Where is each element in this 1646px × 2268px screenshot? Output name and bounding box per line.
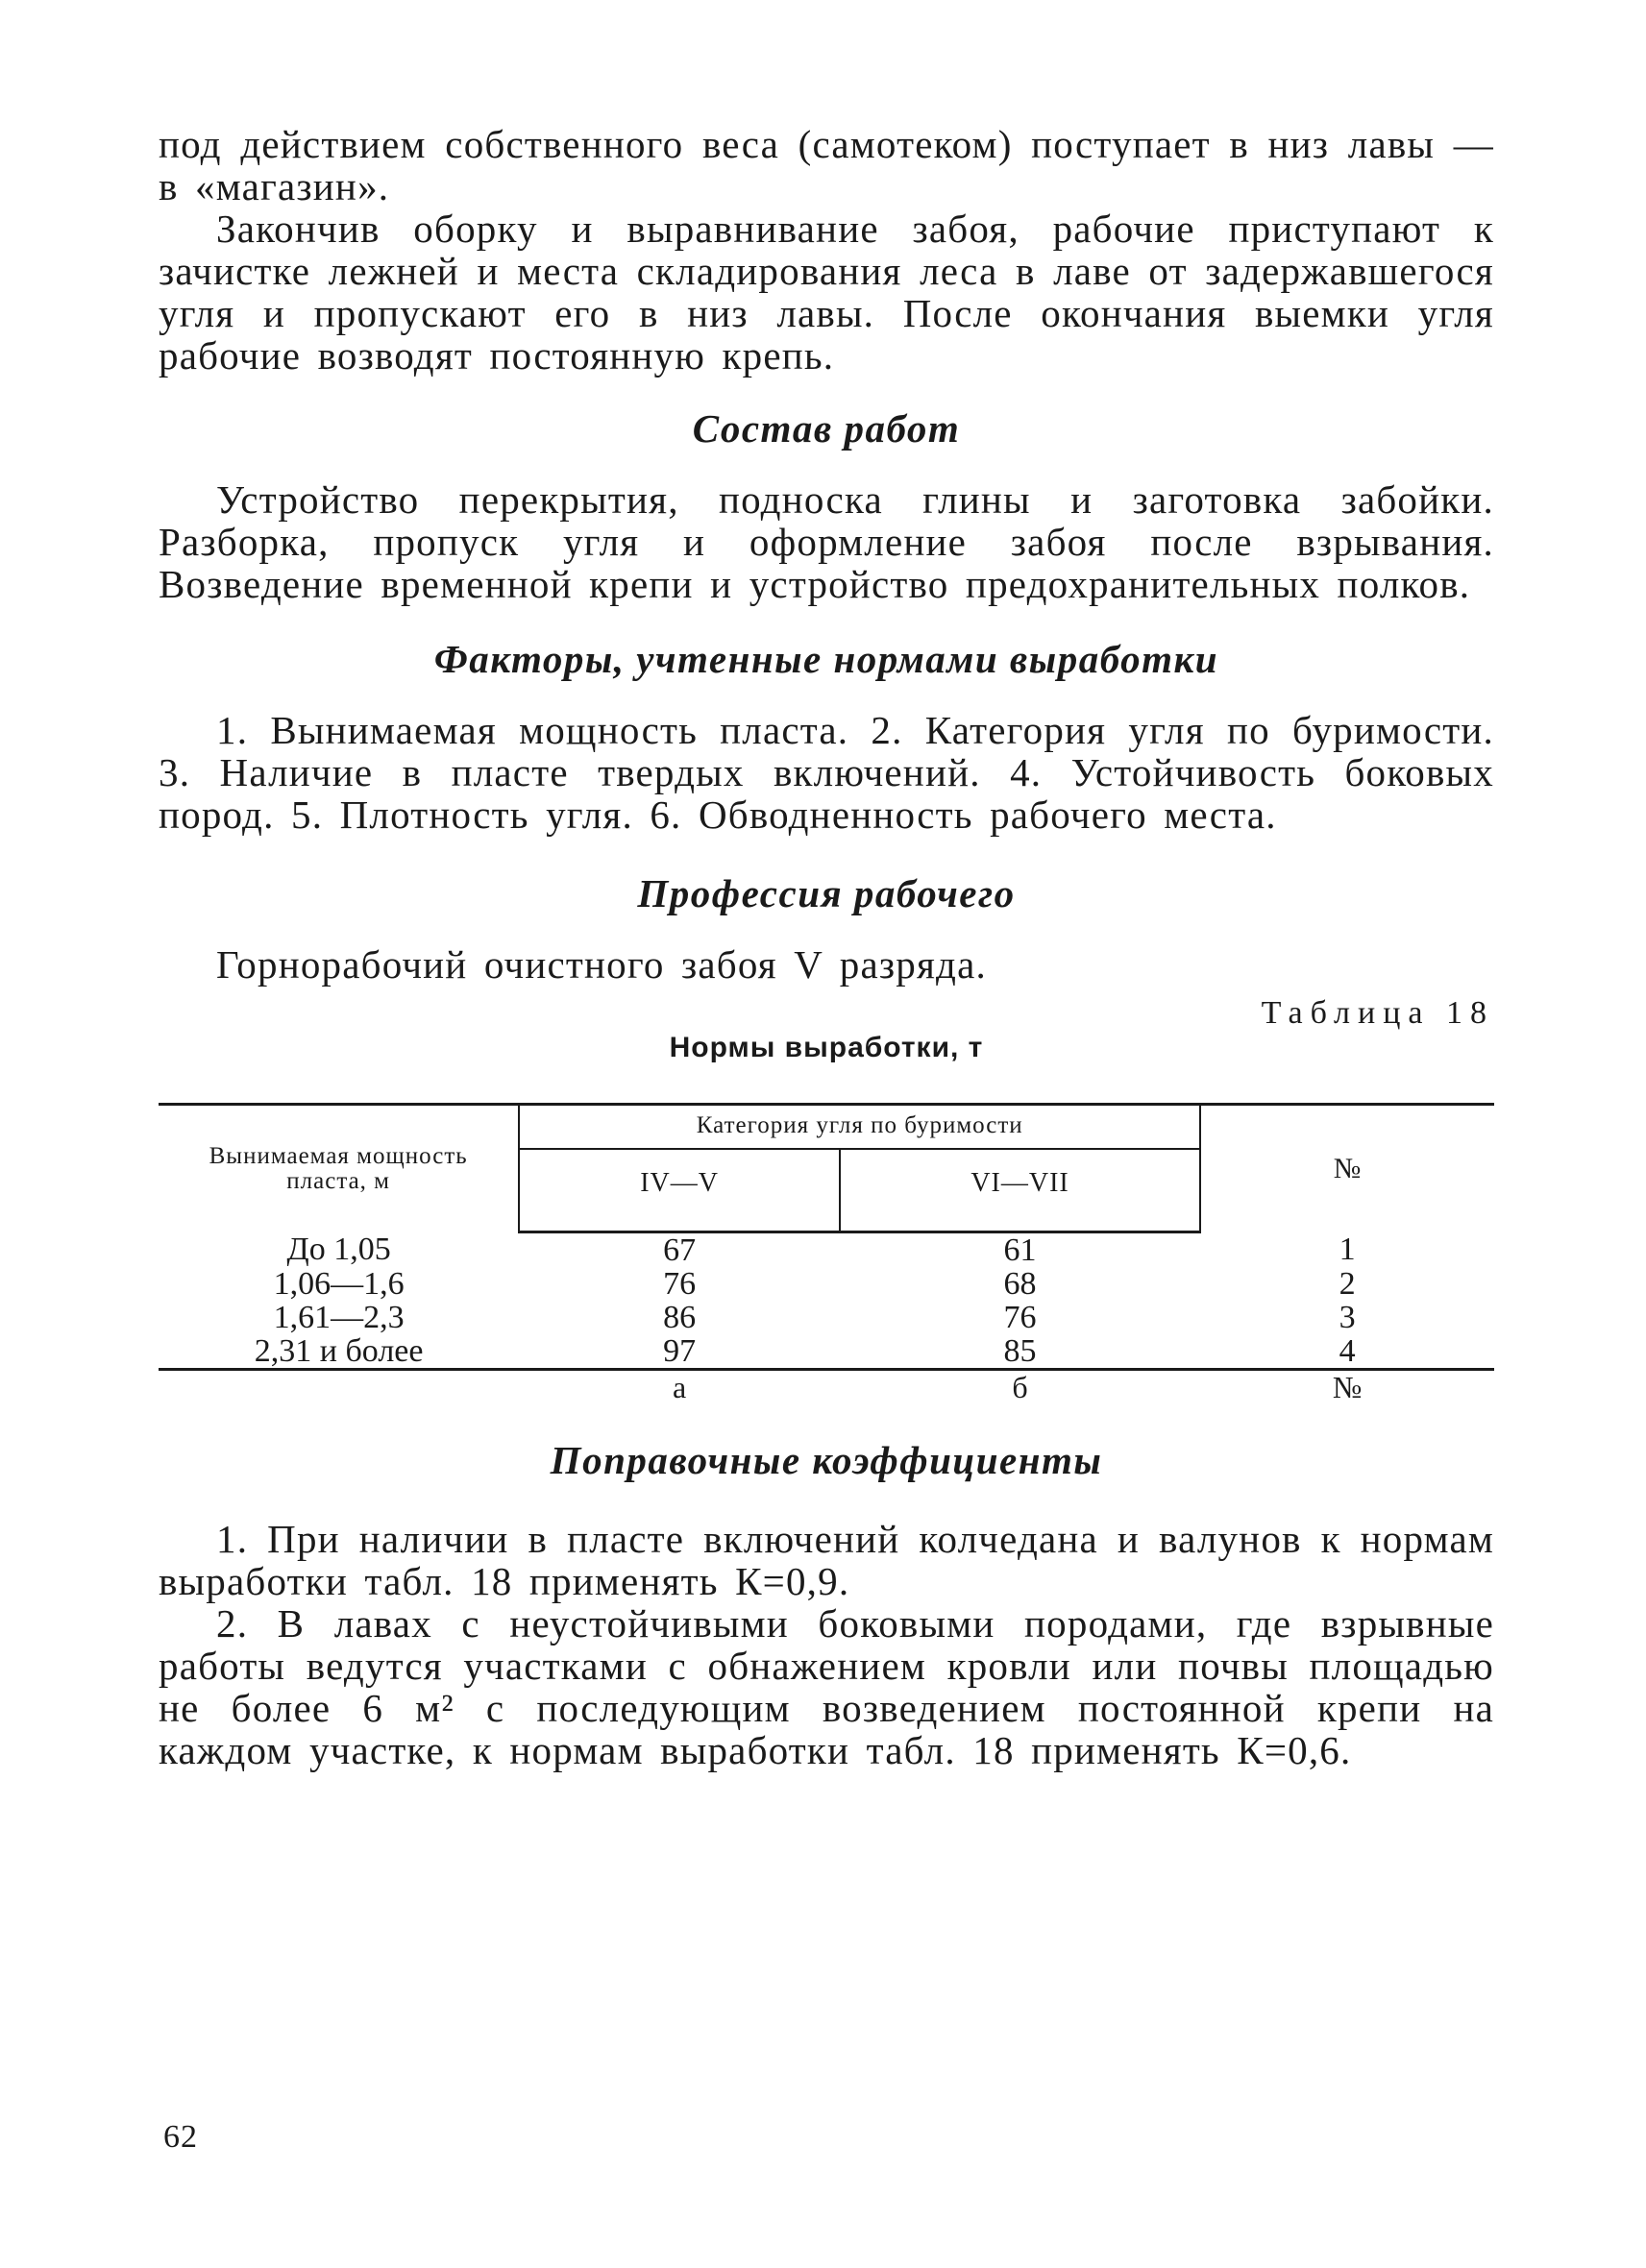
header-category: Категория угля по буримости xyxy=(519,1105,1200,1150)
cell-thickness: 1,06—1,6 xyxy=(273,1266,405,1302)
factors-text: 1. Вынимаемая мощность пласта. 2. Категория угля по буримости. 3. Наличие в пласте твердых включений. 4. Устойчивость боковых пород. 5. Плотность угля. 6. Обводненность рабочего места. xyxy=(159,708,1494,837)
cell-a: 86 xyxy=(663,1300,697,1335)
sostav-text: Устройство перекрытия, подноска глины и заготовка забойки. Разборка, пропуск угля и оформление забоя после взрывания. Возведение временной крепи и устройство предохранительных полков. xyxy=(159,477,1494,606)
profession-text: Горнорабочий очистного забоя V разряда. xyxy=(216,942,987,987)
coefficients-item-2: 2. В лавах с неустойчивыми боковыми породами, где взрывные работы ведутся участками с обнажением кровли или почвы площадью не более 6 м² с последующим возведением постоянной крепи на каждом участке, к нормам выработки табл. 18 применять К=0,6. xyxy=(159,1601,1494,1772)
cell-thickness: 1,61—2,3 xyxy=(273,1300,405,1335)
header-category-b: VI—VII xyxy=(840,1149,1200,1232)
column-letter-no: № xyxy=(1332,1370,1363,1404)
cell-no: 2 xyxy=(1339,1266,1356,1302)
cell-no: 4 xyxy=(1200,1334,1494,1370)
header-category-a: IV—V xyxy=(519,1149,840,1232)
header-number: № xyxy=(1200,1105,1494,1232)
cell-a: 76 xyxy=(663,1266,697,1302)
norms-table xyxy=(159,1103,1494,1404)
cell-no: 1 xyxy=(1339,1232,1356,1268)
cell-b: 76 xyxy=(1003,1300,1037,1335)
cell-b: 61 xyxy=(1003,1232,1037,1268)
factors-heading: Факторы, учтенные нормами выработки xyxy=(433,637,1219,681)
table-reference: Таблица 18 xyxy=(1261,995,1494,1031)
coefficients-item-1: 1. При наличии в пласте включений колчедана и валунов к нормам выработки табл. 18 применять К=0,9. xyxy=(159,1517,1494,1603)
table-row xyxy=(159,1301,1494,1334)
table-row xyxy=(159,1232,1494,1268)
cell-a: 67 xyxy=(663,1232,697,1268)
intro-paragraph-2: Закончив оборку и выравнивание забоя, рабочие приступают к зачистке лежней и места складирования леса в лаве от задержавшегося угля и пропускают его в низ лавы. После окончания выемки угля рабочие возводят постоянную крепь. xyxy=(159,207,1494,378)
profession-heading: Профессия рабочего xyxy=(637,871,1016,915)
table-row xyxy=(159,1267,1494,1301)
header-thickness: Вынимаемая мощность пласта, м xyxy=(159,1105,519,1232)
cell-no: 3 xyxy=(1339,1300,1356,1335)
cell-b: 85 xyxy=(840,1334,1200,1370)
column-letter-a: а xyxy=(672,1370,687,1404)
intro-paragraph-1: под действием собственного веса (самотеком) поступает в низ лавы — в «магазин». xyxy=(159,122,1494,208)
sostav-heading: Состав работ xyxy=(692,406,961,451)
column-letters-row xyxy=(159,1370,1494,1405)
cell-a: 97 xyxy=(519,1334,840,1370)
column-letter-b: б xyxy=(1012,1370,1028,1404)
table-row xyxy=(159,1334,1494,1370)
page-content xyxy=(159,123,1494,1771)
cell-b: 68 xyxy=(1003,1266,1037,1302)
page-number: 62 xyxy=(163,2119,198,2155)
cell-thickness: 2,31 и более xyxy=(159,1334,519,1370)
coefficients-heading: Поправочные коэффициенты xyxy=(550,1438,1103,1482)
cell-thickness: До 1,05 xyxy=(286,1232,391,1268)
table-title: Нормы выработки, т xyxy=(669,1032,984,1063)
